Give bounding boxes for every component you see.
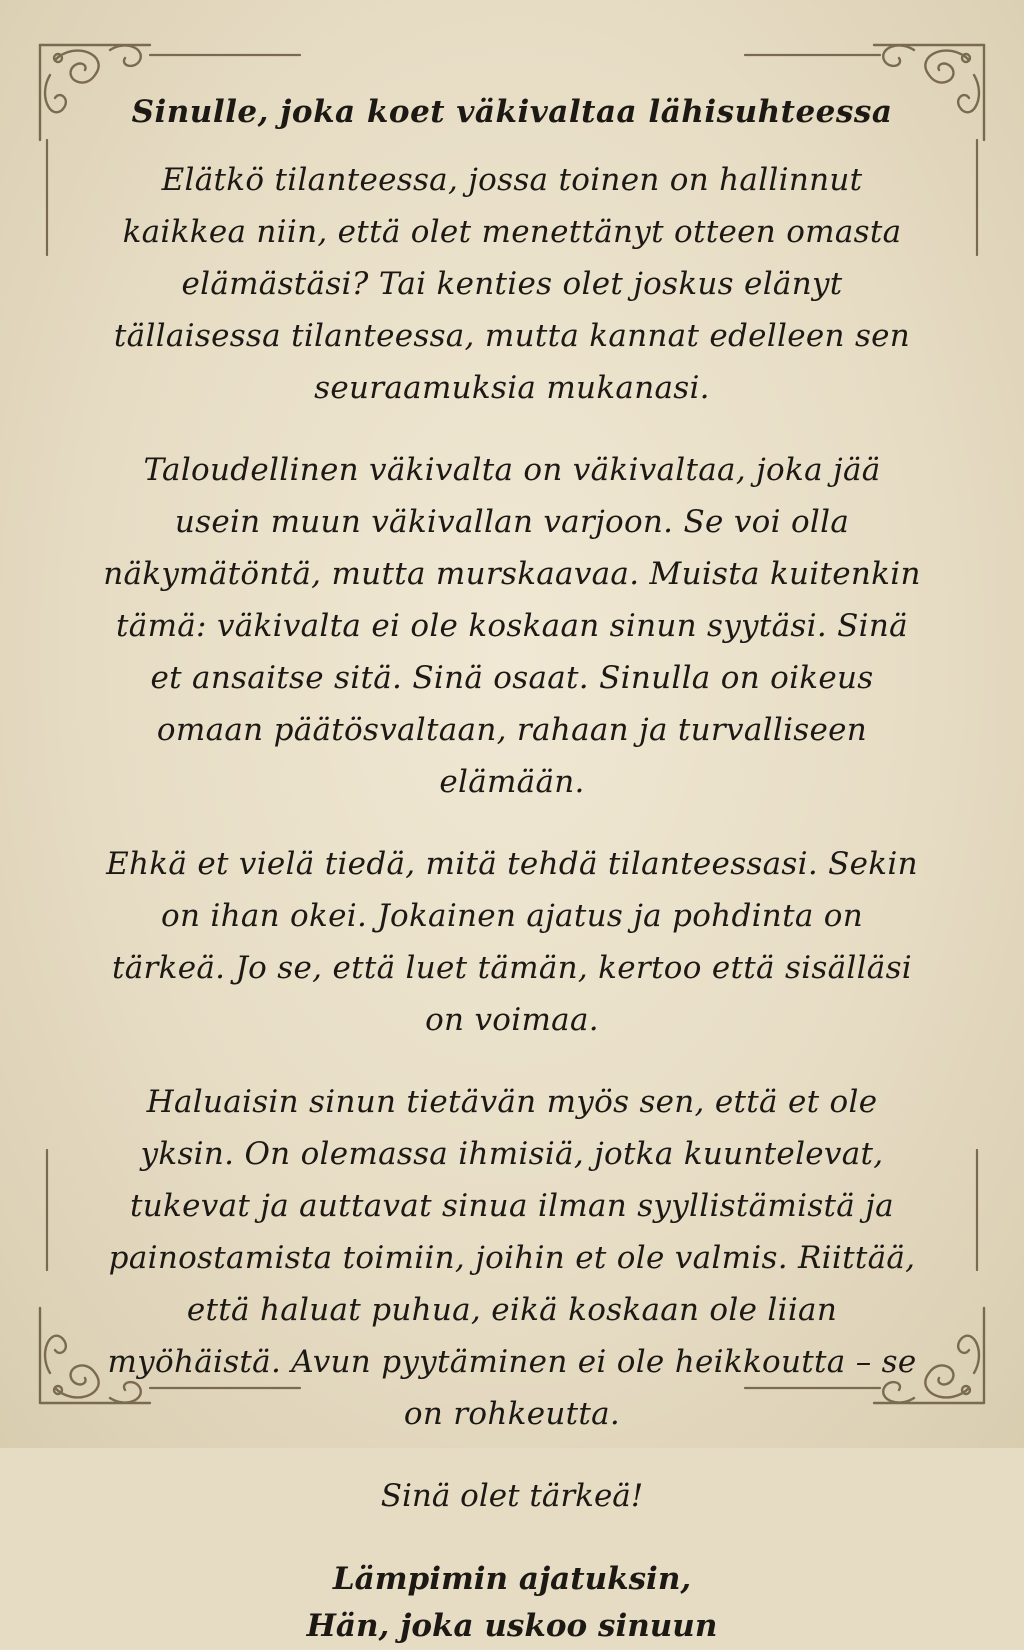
closing-line: Sinä olet tärkeä! (380, 1478, 644, 1515)
signoff-greeting: Lämpimin ajatuksin, (332, 1561, 692, 1598)
signoff-signature: Hän, joka uskoo sinuun (306, 1608, 718, 1645)
paragraph-encouragement: Ehkä et vielä tiedä, mitä tehdä tilanteessasi. Sekin on ihan okei. Jokainen ajatus ja pohdinta on tärkeä. Jo se, että luet tämän, kertoo että sisälläsi on voimaa. (106, 846, 918, 1039)
letter-body (100, 92, 924, 1650)
paragraph-not-alone: Haluaisin sinun tietävän myös sen, että et ole yksin. On olemassa ihmisiä, jotka kuuntelevat, tukevat ja auttavat sinua ilman syyllistämistä ja painostamista toimiin, joihin et ole valmis. Riittää, että haluat puhua, eikä koskaan ole liian myöhäistä. Avun pyytäminen ei ole heikkoutta – se on rohkeutta. (107, 1084, 917, 1433)
paragraph-economic-violence: Taloudellinen väkivalta on väkivaltaa, joka jää usein muun väkivallan varjoon. Se voi olla näkymätöntä, mutta murskaavaa. Muista kuitenkin tämä: väkivalta ei ole koskaan sinun syytäsi. Sinä et ansaitse sitä. Sinä osaat. Sinulla on oikeus omaan päätösvaltaan, rahaan ja turvalliseen elämään. (103, 452, 921, 801)
paragraph-intro: Elätkö tilanteessa, jossa toinen on hallinnut kaikkea niin, että olet menettänyt otteen omasta elämästäsi? Tai kenties olet joskus elänyt tällaisessa tilanteessa, mutta kannat edelleen sen seuraamuksia mukanasi. (113, 162, 911, 407)
letter-title: Sinulle, joka koet väkivaltaa lähisuhteessa (131, 94, 893, 130)
